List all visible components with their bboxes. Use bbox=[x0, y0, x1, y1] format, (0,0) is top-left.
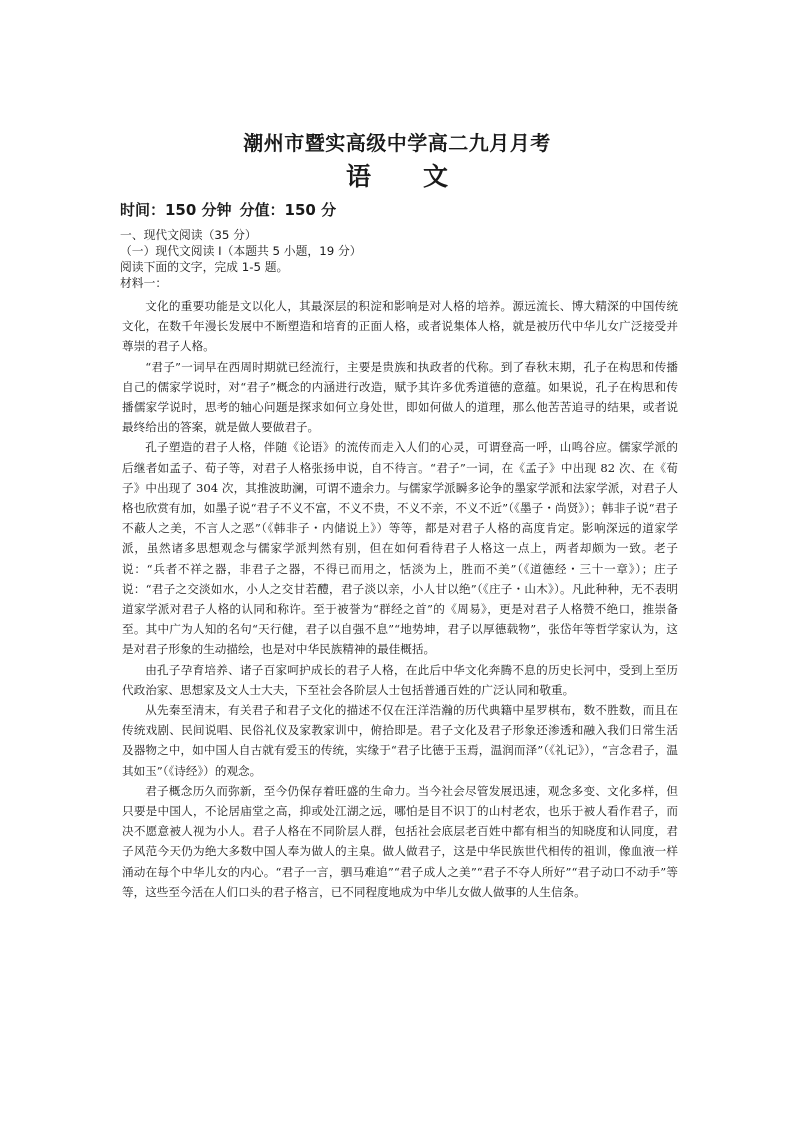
subject-title: 语文 bbox=[345, 162, 500, 191]
passage-body bbox=[122, 296, 678, 902]
passage-paragraph: 从先秦至清末，有关君子和君子文化的描述不仅在汪洋浩瀚的历代典籍中星罗棋布，数不胜数，而且在传统戏剧、民间说唱、民俗礼仪及家教家训中，俯拾即是。君子文化及君子形象还渗透和融入我们日常生活及器物之中，如中国人自古就有爱玉的传统，实缘于“君子比德于玉焉，温润而泽”（《礼记》），“言念君子，温其如玉”（《诗经》）的观念。 bbox=[122, 703, 678, 778]
passage-paragraph: 君子概念历久而弥新，至今仍保存着旺盛的生命力。当今社会尽管发展迅速，观念多变、文化多样，但只要是中国人，不论居庙堂之高，抑或处江湖之远，哪怕是目不识丁的山村老农，也乐于被人看作君子，而决不愿意被人视为小人。君子人格在不同阶层人群，包括社会底层老百姓中都有相当的知晓度和认同度，君子风范今天仍为绝大多数中国人奉为做人的主臬。做人做君子，这是中华民族世代相传的祖训，像血液一样涌动在每个中华儿女的内心。“君子一言，驷马难追”“君子成人之美”“君子不夺人所好”“君子动口不动手”等等，这些至今活在人们口头的君子格言，已不同程度地成为中华儿女做人做事的人生信条。 bbox=[122, 783, 678, 899]
material-label: 材料一： bbox=[120, 276, 168, 290]
exam-title: 潮州市暨实高级中学高二九月月考 bbox=[243, 131, 551, 155]
sub-part-heading: （一）现代文阅读 I（本题共 5 小题，19 分） bbox=[120, 244, 362, 258]
section-headings bbox=[120, 227, 680, 291]
reading-instruction: 阅读下面的文字，完成 1-5 题。 bbox=[120, 260, 289, 274]
part-heading: 一、现代文阅读（35 分） bbox=[120, 228, 257, 242]
passage-paragraph: 文化的重要功能是文以化人，其最深层的积淀和影响是对人格的培养。源远流长、博大精深的中国传统文化，在数千年漫长发展中不断塑造和培育的正面人格，或者说集体人格，就是被历代中华儿女广泛接受并尊崇的君子人格。 bbox=[122, 299, 678, 354]
passage-paragraph: 孔子塑造的君子人格，伴随《论语》的流传而走入人们的心灵，可谓登高一呼，山鸣谷应。儒家学派的后继者如孟子、荀子等，对君子人格张扬申说，自不待言。“君子”一词，在《孟子》中出现 82 次、在《荀子》中出现了 304 次，其推波助澜，可谓不遗余力。与儒家学派瞬多论争的墨家学派和法家学派，对君子人格也欣赏有加，如墨子说“君子不义不富，不义不贵，不义不亲，不义不近”（《墨子・尚贤》）；韩非子说“君子不蔽人之美，不言人之恶”（《韩非子・内储说上》）等等，都是对君子人格的高度肯定。影响深远的道家学派，虽然诸多思想观念与儒家学派判然有别，但在如何看待君子人格这一点上，两者却颇为一致。老子说：“兵者不祥之器，非君子之器，不得已而用之，恬淡为上，胜而不美”（《道德经・三十一章》）；庄子说：“君子之交淡如水，小人之交甘若醴，君子淡以亲，小人甘以绝”（《庄子・山木》）。凡此种种，无不表明道家学派对君子人格的认同和称许。至于被誉为“群经之首”的《周易》，更是对君子人格赞不绝口，推崇备至。其中广为人知的名句“天行健，君子以自强不息”“地势坤，君子以厚德载物”，张岱年等哲学家认为，这是对君子形象的生动描绘，也是对中华民族精神的最佳概括。 bbox=[122, 440, 678, 657]
exam-score: 分值：150 分 bbox=[239, 201, 337, 219]
exam-time: 时间：150 分钟 bbox=[120, 201, 232, 219]
passage-paragraph: “君子”一词早在西周时期就已经流行，主要是贵族和执政者的代称。到了春秋末期，孔子在构思和传播自己的儒家学说时，对“君子”概念的内涵进行改造，赋予其许多优秀道德的意蕴。如果说，孔子在构思和传播儒家学说时，思考的轴心问题是探求如何立身处世，即如何做人的道理，那么他苦苦追寻的结果，或者说最终给出的答案，就是做人要做君子。 bbox=[122, 359, 678, 435]
exam-meta bbox=[120, 199, 336, 220]
passage-paragraph: 由孔子孕育培养、诸子百家呵护成长的君子人格，在此后中华文化奔腾不息的历史长河中，受到上至历代政治家、思想家及文人士大夫，下至社会各阶层人士包括普通百姓的广泛认同和敬重。 bbox=[122, 662, 678, 697]
